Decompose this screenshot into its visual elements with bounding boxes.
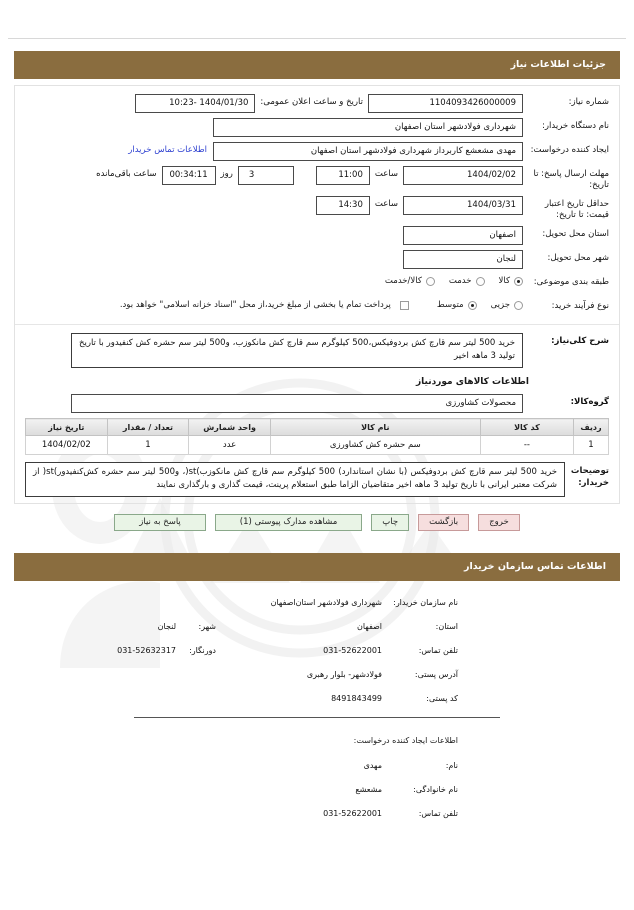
- deadline-hour-value: 11:00: [316, 166, 370, 185]
- radio-process-motavaset[interactable]: [468, 301, 477, 310]
- goods-section-title: اطلاعات کالاهای موردنیاز: [415, 377, 529, 387]
- col-name: نام کالا: [270, 419, 480, 436]
- page-root: [0, 38, 634, 819]
- row-creator: [25, 142, 609, 161]
- radio-process-motavaset-label: متوسط: [436, 300, 464, 310]
- row-goods-group: [25, 394, 609, 413]
- buyer-org-label: نام دستگاه خریدار:: [542, 121, 609, 131]
- col-quantity: تعداد / مقدار: [107, 419, 189, 436]
- subject-category-label: طبقه بندی موضوعی:: [533, 277, 609, 287]
- buyer-notes-value: خرید 500 لیتر سم قارچ کش بردوفیکس (با نشان استاندارد) 500 کیلوگرم سم قارچ کش مانکوزب)st(، و500 لیتر سم حشره کش‌کنفیدور)st( از شرکت معتبر ایرانی با تاریخ تولید 3 ماهه اخیر متقاضیان الزاما طبق استعلام پرینت، قیمت گذاری و بارگذاری نمایند: [25, 462, 565, 497]
- cell-need-date: 1404/02/02: [26, 436, 108, 455]
- contact-phone-value: 031-52622001: [323, 646, 382, 655]
- row-subject-category: [25, 274, 609, 293]
- buyer-contact-link[interactable]: اطلاعات تماس خریدار: [128, 145, 207, 155]
- contact-city-label: شهر:: [198, 622, 216, 631]
- row-creator-phone: [14, 808, 620, 819]
- radio-category-kala-khedmat-label: کالا/خدمت: [384, 276, 422, 286]
- col-code: کد کالا: [480, 419, 573, 436]
- goods-table-header-row: [26, 419, 609, 436]
- page-title: جزئیات اطلاعات نیاز: [14, 51, 620, 79]
- cell-quantity: 1: [107, 436, 189, 455]
- goods-table: [25, 418, 609, 455]
- panel-divider-1: [15, 324, 619, 325]
- contact-section-title: اطلاعات تماس سازمان خریدار: [14, 553, 620, 581]
- subject-category-group[interactable]: [375, 274, 523, 286]
- deadline-label: مهلت ارسال پاسخ: تا تاریخ:: [533, 169, 609, 190]
- row-need-summary: [25, 333, 609, 368]
- creator-first-name-label: نام:: [445, 761, 458, 770]
- delivery-province-label: استان محل تحویل:: [542, 229, 609, 239]
- creator-last-name-label: نام خانوادگی:: [413, 785, 458, 794]
- respond-to-need-button[interactable]: پاسخ به نیاز: [114, 514, 206, 531]
- radio-category-khedmat[interactable]: [476, 277, 485, 286]
- checkbox-treasury-documents[interactable]: [400, 301, 409, 310]
- checkbox-treasury-label: پرداخت تمام یا بخشی از مبلغ خرید،از محل "اسناد خزانه اسلامی" خواهد بود.: [119, 300, 391, 310]
- contact-address-value: فولادشهر- بلوار رهبری: [306, 670, 382, 679]
- deadline-date-value: 1404/02/02: [403, 166, 523, 185]
- request-creator-info: [14, 736, 620, 819]
- row-response-deadline: [25, 166, 609, 191]
- contact-divider: [134, 717, 500, 718]
- radio-category-kala-khedmat[interactable]: [426, 277, 435, 286]
- contact-province-label: استان:: [435, 622, 458, 631]
- cell-radif: 1: [574, 436, 609, 455]
- contact-postal-label: کد پستی:: [426, 694, 458, 703]
- row-delivery-province: [25, 226, 609, 245]
- row-contact-phone: [14, 645, 620, 656]
- goods-group-label: گروه‌کالا:: [570, 397, 609, 407]
- validity-hour-label: ساعت: [374, 199, 398, 209]
- delivery-city-label: شهر محل تحویل:: [547, 253, 609, 263]
- contact-org-value: شهرداری فولادشهر استان‌اصفهان: [270, 598, 382, 607]
- contact-province-value: اصفهان: [356, 622, 382, 631]
- goods-group-value: محصولات کشاورزی: [71, 394, 523, 413]
- row-creator-first-name: [14, 760, 620, 771]
- contact-org-label: نام سازمان خریدار:: [393, 598, 458, 607]
- top-divider: [8, 38, 626, 39]
- deadline-hour-label: ساعت: [374, 169, 398, 179]
- row-contact-location: [14, 621, 620, 632]
- buyer-notes-label: توضیحات خریدار:: [570, 466, 609, 488]
- creator-last-name-value: مشعشع: [355, 785, 382, 794]
- print-button[interactable]: چاپ: [371, 514, 409, 531]
- exit-button[interactable]: خروج: [478, 514, 520, 531]
- row-price-validity: [25, 196, 609, 221]
- contact-phone-label: تلفن تماس:: [418, 646, 458, 655]
- announce-label: تاریخ و ساعت اعلان عمومی:: [260, 97, 363, 107]
- contact-address-label: آدرس پستی:: [414, 670, 458, 679]
- contact-fax-value: 031-52632317: [117, 646, 176, 655]
- radio-category-kala-label: کالا: [498, 276, 510, 286]
- cell-unit: عدد: [189, 436, 271, 455]
- need-number-label: شماره نیاز:: [568, 97, 609, 107]
- row-contact-address: [14, 669, 620, 680]
- validity-label: حداقل تاریخ اعتبار قیمت: تا تاریخ:: [544, 199, 609, 220]
- row-creator-last-name: [14, 784, 620, 795]
- row-purchase-process: [25, 298, 609, 317]
- remaining-timer-label: ساعت باقی‌مانده: [96, 169, 157, 179]
- view-attachments-button[interactable]: مشاهده مدارک پیوستی (1): [215, 514, 362, 531]
- cell-name: سم حشره کش کشاورزی: [270, 436, 480, 455]
- need-number-value: 1104093426000009: [368, 94, 523, 113]
- table-row[interactable]: [26, 436, 609, 455]
- creator-label: ایجاد کننده درخواست:: [530, 145, 609, 155]
- creator-value: مهدی مشعشع کاربرداز شهرداری فولادشهر استان اصفهان: [213, 142, 523, 161]
- row-delivery-city: [25, 250, 609, 269]
- buyer-contact-info: [14, 597, 620, 819]
- need-summary-label: شرح کلی‌نیاز:: [551, 336, 609, 346]
- row-buyer-notes: [25, 462, 609, 497]
- delivery-province-value: اصفهان: [403, 226, 523, 245]
- col-unit: واحد شمارش: [189, 419, 271, 436]
- row-contact-org: [14, 597, 620, 608]
- creator-phone-value: 031-52622001: [323, 809, 382, 818]
- contact-fax-label: دورنگار:: [189, 646, 216, 655]
- announce-value: 1404/01/30 -10:23: [135, 94, 255, 113]
- need-summary-value: خرید 500 لیتر سم قارچ کش بردوفیکس،500 کیلوگرم سم قارچ کش مانکوزب، و500 لیتر سم حشره کش کنفیدور با تاریخ تولید 3 ماهه اخیر: [71, 333, 523, 368]
- need-details-panel: [14, 85, 620, 504]
- creator-phone-label: تلفن تماس:: [418, 809, 458, 818]
- radio-category-khedmat-label: خدمت: [448, 276, 472, 286]
- col-need-date: تاریخ نیاز: [26, 419, 108, 436]
- contact-city-value: لنجان: [157, 622, 176, 631]
- validity-date-value: 1404/03/31: [403, 196, 523, 215]
- purchase-process-label: نوع فرآیند خرید:: [551, 301, 609, 311]
- cell-code: --: [480, 436, 573, 455]
- radio-process-jozei-label: جزیی: [490, 300, 510, 310]
- creator-section-title: اطلاعات ایجاد کننده درخواست:: [353, 736, 458, 745]
- buyer-org-value: شهرداری فولادشهر استان اصفهان: [213, 118, 523, 137]
- remaining-days-value: 3: [238, 166, 294, 185]
- row-buyer-org: [25, 118, 609, 137]
- back-button[interactable]: بازگشت: [418, 514, 469, 531]
- contact-postal-value: 8491843499: [331, 694, 382, 703]
- validity-hour-value: 14:30: [316, 196, 370, 215]
- creator-first-name-value: مهدی: [363, 761, 382, 770]
- col-radif: ردیف: [574, 419, 609, 436]
- radio-category-kala[interactable]: [514, 277, 523, 286]
- row-contact-postal: [14, 693, 620, 704]
- radio-process-jozei[interactable]: [514, 301, 523, 310]
- remaining-timer-value: 00:34:11: [162, 166, 216, 185]
- delivery-city-value: لنجان: [403, 250, 523, 269]
- action-buttons-bar: [14, 514, 620, 531]
- remaining-days-unit: روز: [220, 169, 233, 179]
- row-need-number: [25, 94, 609, 113]
- purchase-process-group[interactable]: [120, 298, 523, 310]
